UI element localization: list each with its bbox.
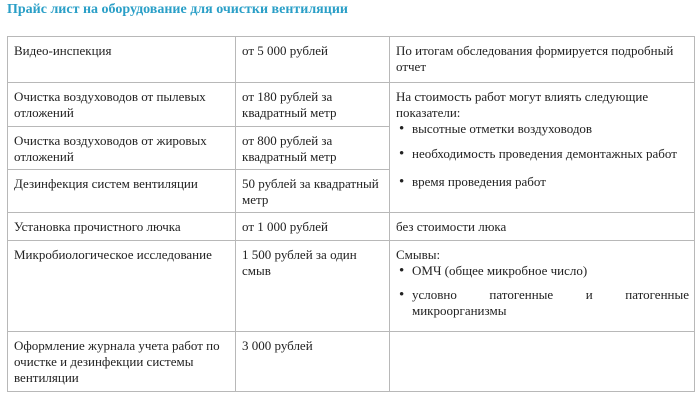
price-cell: от 800 рублей за квадратный метр	[236, 127, 390, 170]
factors-list	[396, 121, 689, 190]
list-item: • время проведения работ	[396, 174, 689, 190]
price-table	[7, 36, 695, 392]
swabs-cell	[390, 241, 695, 332]
service-cell: Дезинфекция систем вентиляции	[8, 170, 236, 213]
price-cell: от 5 000 рублей	[236, 37, 390, 83]
factors-intro: На стоимость работ могут влиять следующие показатели:	[396, 89, 649, 120]
service-cell: Оформление журнала учета работ по очистке и дезинфекции системы вентиляции	[8, 332, 236, 392]
service-cell: Очистка воздуховодов от пылевых отложений	[8, 83, 236, 127]
price-cell: 3 000 рублей	[236, 332, 390, 392]
table-row	[8, 332, 695, 392]
price-cell: от 1 000 рублей	[236, 213, 390, 241]
service-cell: Микробиологическое исследование	[8, 241, 236, 332]
note-cell	[390, 332, 695, 392]
note-cell: По итогам обследования формируется подробный отчет	[390, 37, 695, 83]
service-cell: Очистка воздуховодов от жировых отложений	[8, 127, 236, 170]
list-item: • условно патогенные и патогенные микроорганизмы	[396, 287, 689, 319]
factors-cell	[390, 83, 695, 213]
swabs-intro: Смывы:	[396, 247, 441, 262]
price-cell: от 180 рублей за квадратный метр	[236, 83, 390, 127]
price-cell: 50 рублей за квадратный метр	[236, 170, 390, 213]
table-row	[8, 241, 695, 332]
list-item: • необходимость проведения демонтажных работ	[396, 146, 689, 162]
page-title: Прайс лист на оборудование для очистки вентиляции	[7, 2, 348, 17]
list-item: • высотные отметки воздуховодов	[396, 121, 689, 137]
table-row	[8, 83, 695, 127]
swabs-list	[396, 263, 689, 319]
list-item: • ОМЧ (общее микробное число)	[396, 263, 689, 279]
price-cell: 1 500 рублей за один смыв	[236, 241, 390, 332]
table-row	[8, 37, 695, 83]
table-row	[8, 213, 695, 241]
service-cell: Установка прочистного лючка	[8, 213, 236, 241]
note-cell: без стоимости люка	[390, 213, 695, 241]
service-cell: Видео-инспекция	[8, 37, 236, 83]
